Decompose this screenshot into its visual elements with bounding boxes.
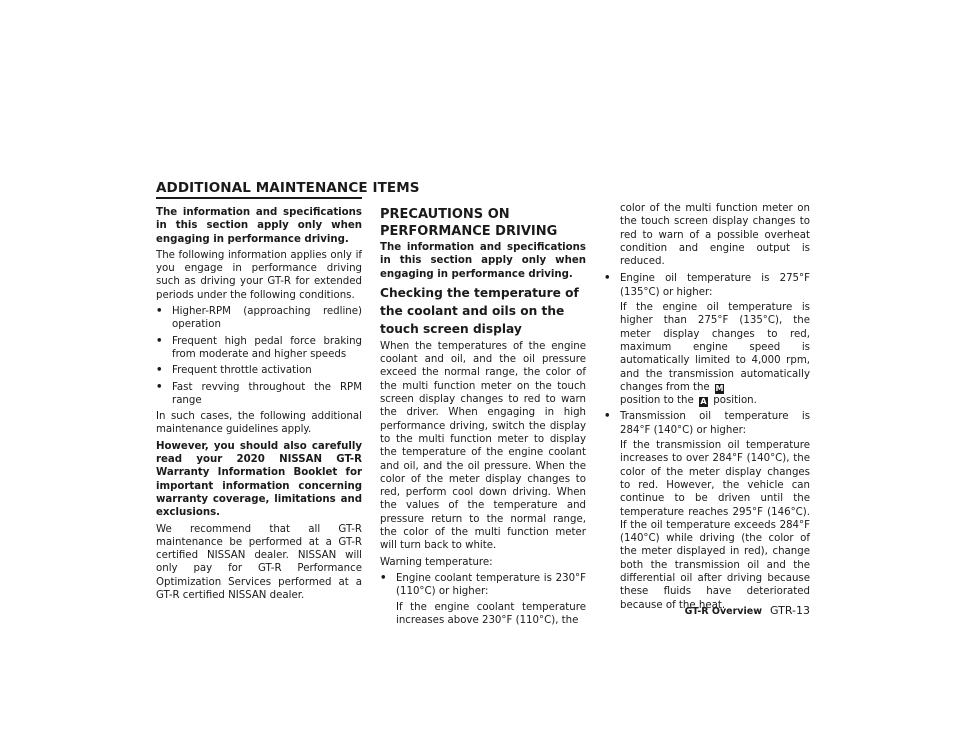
dealer-paragraph: We recommend that all GT-R maintenance be performed at a GT-R certified NISSAN dealer. NISSAN will only pay for GT-R Performance Optimization Services performed at a GT-R certified NISSAN dealer. [156, 523, 362, 602]
list-item [156, 364, 362, 377]
list-item-text: Frequent high pedal force braking from moderate and higher speeds [172, 335, 362, 360]
list-item [156, 335, 362, 362]
intro-bold: The information and specifications in this section apply only when engaging in performance driving. [380, 242, 586, 280]
column-left [156, 206, 362, 605]
oil-text-a: If the engine oil temperature is higher than 275°F (135°C), the meter display changes to red, maximum engine speed is automatically limited to 4,000 rpm, and the transmission automatically changes from the [620, 302, 810, 393]
page-footer [676, 599, 810, 618]
warning-label: Warning temperature: [380, 556, 493, 568]
list-item [156, 305, 362, 332]
list-item [604, 272, 810, 407]
page-number: GTR-13 [769, 604, 810, 617]
oil-text-b: position to the [620, 395, 694, 407]
list-item-text: Fast revving throughout the RPM range [172, 381, 362, 406]
bullet-icon: • [604, 273, 611, 285]
list-item-continued [604, 202, 810, 268]
meter-paragraph: When the temperatures of the engine coolant and oil, and the oil pressure exceed the normal range, the color of the multi function meter on the touch screen display changes to red to warn the driver. When engaging in high performance driving, switch the display to the multi function meter to display the temperature of the engine coolant and oil, and the oil pressure. When the color of the meter display changes to red, perform cool down driving. When the values of the temperature and pressure return to the normal range, the color of the multi function meter will turn back to white. [380, 340, 586, 552]
warranty-notice: However, you should also carefully read your 2020 NISSAN GT-R Warranty Information Booklet for important information concerning warranty coverage, limitations and exclusions. [156, 440, 362, 519]
conditions-paragraph: The following information applies only if you engage in performance driving such as driving your GT-R for extended periods under the following conditions. [156, 249, 362, 301]
bullet-icon: • [604, 411, 611, 423]
column-middle [380, 206, 586, 630]
manual-mode-icon: M [715, 383, 724, 393]
list-item-text: Frequent throttle activation [172, 365, 312, 377]
bullet-icon: • [156, 306, 163, 318]
section-header: ADDITIONAL MAINTENANCE ITEMS [156, 180, 420, 196]
oil-text-c: position. [713, 395, 757, 407]
list-item [156, 381, 362, 408]
auto-mode-icon: A [700, 397, 707, 407]
intro-bold: The information and specifications in this section apply only when engaging in performance driving. [156, 207, 362, 245]
bullet-icon: • [156, 335, 163, 347]
guidelines-paragraph: In such cases, the following additional maintenance guidelines apply. [156, 411, 362, 436]
list-item-title: Engine oil temperature is 275°F (135°C) or higher: [620, 273, 810, 298]
header-rule [156, 197, 362, 199]
list-item-text: If the engine coolant temperature increases above 230°F (110°C), the [396, 601, 586, 626]
subsection-heading: Checking the temperature of the coolant and oils on the touch screen display [380, 285, 579, 336]
list-item-text [620, 301, 810, 407]
list-item-text: If the transmission oil temperature increases to over 284°F (140°C), the color of the meter display changes to red. However, the vehicle can continue to be driven until the temperature reaches 295°F (146°C). If the oil temperature exceeds 284°F (140°C) while driving (the color of the meter displayed in red), change both the transmission oil and the differential oil after driving because these fluids have deteriorated because of the heat. [620, 440, 810, 611]
bullet-icon: • [380, 572, 387, 584]
list-item-title: Engine coolant temperature is 230°F (110°C) or higher: [396, 572, 586, 598]
column-right [604, 202, 810, 615]
section-heading: PRECAUTIONS ON PERFORMANCE DRIVING [380, 207, 558, 239]
list-item [380, 572, 586, 627]
footer-section-label: GT-R Overview [684, 606, 762, 617]
list-item-text: color of the multi function meter on the touch screen display changes to red to warn of a possible overheat condition and engine output is reduced. [620, 203, 810, 268]
list-item-title: Transmission oil temperature is 284°F (140°C) or higher: [620, 411, 810, 436]
list-item [604, 410, 810, 611]
bullet-icon: • [156, 381, 163, 393]
bullet-icon: • [156, 365, 163, 377]
list-item-text: Higher-RPM (approaching redline) operation [172, 306, 362, 331]
